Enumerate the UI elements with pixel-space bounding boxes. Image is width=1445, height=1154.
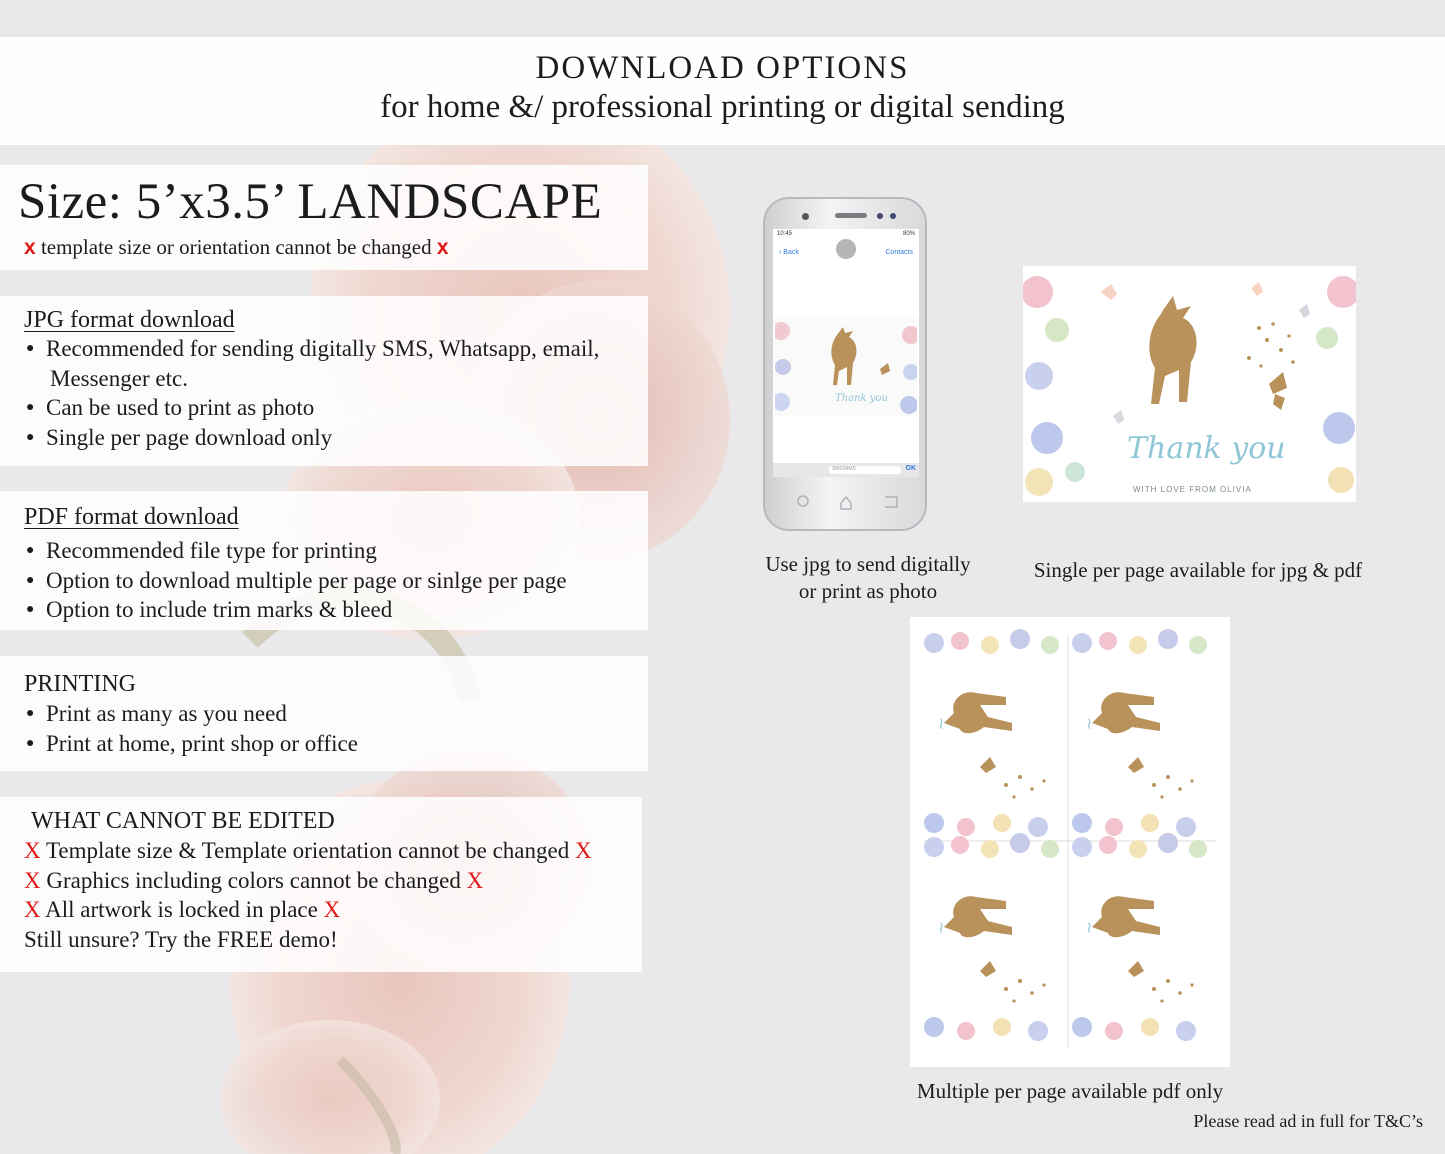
list-item: ● Recommended for sending digitally SMS, Whatsapp, email, (24, 334, 599, 364)
page-title: DOWNLOAD OPTIONS (535, 50, 910, 86)
phone-caption (748, 551, 988, 605)
x-mark-icon: X (24, 897, 41, 922)
phone-home-bar (773, 481, 919, 521)
camera-icon (802, 213, 809, 220)
back-button: ‹ Back (779, 249, 799, 256)
x-mark-icon: X (574, 838, 592, 863)
demo-prompt: Still unsure? Try the FREE demo! (24, 926, 338, 952)
multi-card-sheet-preview (910, 617, 1230, 1067)
speaker-icon (835, 213, 867, 218)
card-from-text: WITH LOVE FROM OLIVIA (1133, 485, 1252, 494)
pdf-list (24, 536, 567, 625)
x-mark-icon: x (24, 236, 36, 259)
list-item: ● Option to include trim marks & bleed (24, 595, 567, 625)
x-mark-icon: X (323, 897, 341, 922)
pdf-panel (0, 491, 648, 630)
caption-line: or print as photo (798, 579, 938, 603)
edit-line (24, 895, 592, 925)
page-subtitle: for home &/ professional printing or digital sending (380, 89, 1065, 125)
printing-list (24, 699, 358, 758)
x-mark-icon: X (24, 867, 41, 893)
pdf-heading: PDF format download (24, 504, 239, 530)
jpg-list (24, 334, 599, 452)
edit-lines (24, 836, 592, 954)
printing-heading: PRINTING (24, 671, 136, 697)
single-caption: Single per page available for jpg & pdf (1033, 558, 1363, 582)
list-item-text: Messenger etc. (50, 365, 188, 391)
mini-card-thanks: Thank you (835, 393, 888, 404)
sms-bar (773, 463, 919, 477)
card-thanks-text: Thank you (1127, 431, 1286, 466)
contact-avatar-icon (836, 239, 856, 259)
status-battery: 80% (902, 231, 915, 237)
list-item: ● Single per page download only (24, 423, 599, 453)
caption-line: Use jpg to send digitally (765, 552, 971, 576)
sms-input: SMS/MMS (829, 466, 901, 474)
edit-line-text: Graphics including colors cannot be changed (46, 867, 461, 893)
size-note-text: template size or orientation cannot be changed (40, 235, 432, 259)
multi-card-sheet-image (910, 617, 1230, 1067)
printing-panel (0, 656, 648, 771)
phone-mockup (763, 197, 927, 531)
edit-line (24, 866, 592, 896)
list-item: ● Print as many as you need (24, 699, 358, 729)
mini-card-image (775, 317, 917, 417)
size-panel (0, 165, 648, 270)
x-mark-icon: X (24, 838, 41, 863)
single-card-image (1023, 266, 1356, 502)
jpg-heading: JPG format download (24, 307, 235, 333)
x-mark-icon: X (466, 867, 484, 893)
list-item (24, 364, 599, 394)
size-title: Size: 5’x3.5’ LANDSCAPE (18, 174, 603, 230)
single-card-preview (1023, 266, 1356, 502)
edit-line-text: All artwork is locked in place (45, 897, 318, 922)
jpg-panel (0, 296, 648, 466)
status-time: 10:45 (777, 231, 793, 237)
multiple-caption: Multiple per page available pdf only (916, 1079, 1224, 1103)
sms-ok-button: OK (905, 465, 916, 472)
edit-heading: WHAT CANNOT BE EDITED (31, 808, 335, 834)
x-mark-icon: x (436, 236, 449, 259)
list-item: ● Option to download multiple per page or sinlge per page (24, 566, 567, 596)
list-item: ● Print at home, print shop or office (24, 729, 358, 759)
sensor-icon (890, 213, 896, 219)
svg-text:~: ~ (932, 717, 951, 731)
list-item: ● Recommended file type for printing (24, 536, 567, 566)
back-label: Back (783, 249, 799, 256)
contacts-button: Contacts (885, 249, 913, 256)
header-band (0, 37, 1445, 145)
sensor-icon (877, 213, 883, 219)
phone-screen (773, 229, 919, 477)
size-note (24, 235, 449, 260)
edit-restrictions-panel (0, 797, 642, 972)
list-item: ● Can be used to print as photo (24, 393, 599, 423)
edit-line (24, 836, 592, 866)
edit-line-text: Template size & Template orientation cannot be changed (45, 838, 570, 863)
terms-footnote: Please read ad in full for T&C’s (1193, 1111, 1423, 1131)
